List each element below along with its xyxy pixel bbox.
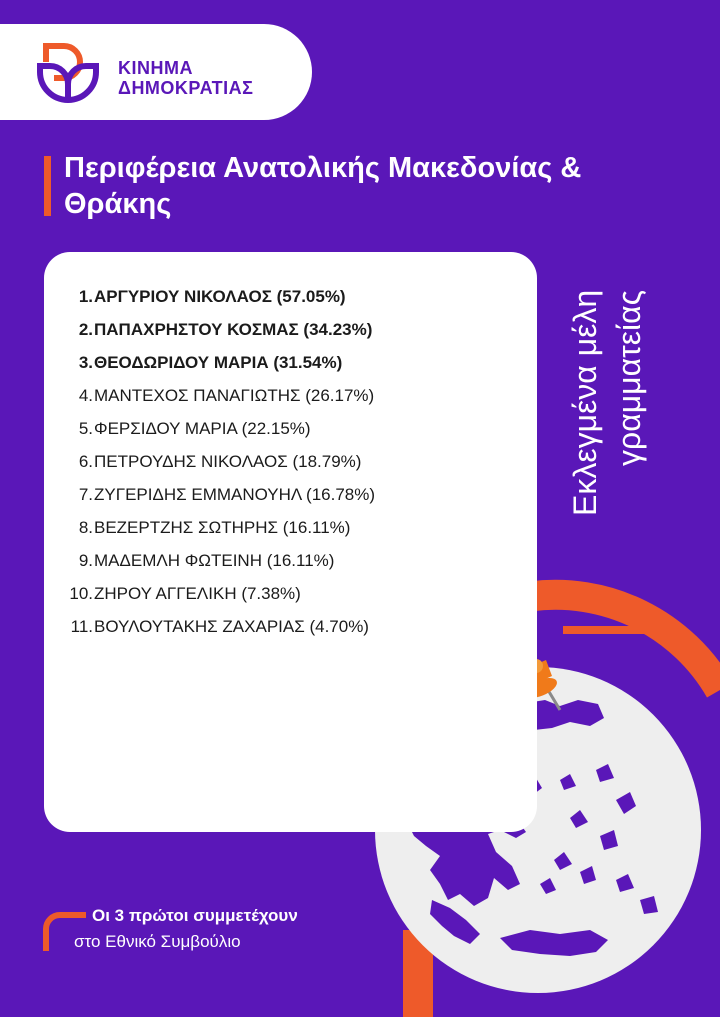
kinima-logo-icon <box>36 38 102 108</box>
list-item-text: ΜΑΔΕΜΛΗ ΦΩΤΕΙΝΗ (16.11%) <box>94 551 335 570</box>
list-item-text: ΖΥΓΕΡΙΔΗΣ ΕΜΜΑΝΟΥΗΛ (16.78%) <box>94 485 376 504</box>
list-item <box>44 280 537 313</box>
list-item-number: 11. <box>70 617 93 636</box>
logo-text-line1: ΚΙΝΗΜΑ <box>118 58 193 78</box>
title-accent-bar <box>44 156 51 216</box>
members-list <box>44 280 537 643</box>
list-item-text: ΖΗΡΟΥ ΑΓΓΕΛΙΚΗ (7.38%) <box>94 584 301 603</box>
list-item-text: ΒΟΥΛΟΥΤΑΚΗΣ ΖΑΧΑΡΙΑΣ (4.70%) <box>94 617 369 636</box>
list-item-text: ΒΕΖΕΡΤΖΗΣ ΣΩΤΗΡΗΣ (16.11%) <box>94 518 351 537</box>
list-item <box>44 346 537 379</box>
side-heading-line2: γραμματείας <box>611 290 647 467</box>
list-item-text: ΠΕΤΡΟΥΔΗΣ ΝΙΚΟΛΑΟΣ (18.79%) <box>94 452 362 471</box>
list-item-number: 4. <box>78 386 93 405</box>
side-accent-bar <box>563 626 653 634</box>
footer-note-line2: στο Εθνικό Συμβούλιο <box>74 932 241 951</box>
list-item <box>44 577 537 610</box>
list-item-number: 2. <box>78 320 93 339</box>
side-heading <box>563 290 653 620</box>
list-item-text: ΘΕΟΔΩΡΙΔΟΥ ΜΑΡΙΑ (31.54%) <box>94 353 343 372</box>
list-item-number: 3. <box>78 353 93 372</box>
list-item-number: 10. <box>69 584 93 603</box>
list-item <box>44 544 537 577</box>
list-item <box>44 511 537 544</box>
list-item-number: 9. <box>78 551 93 570</box>
list-item <box>44 313 537 346</box>
list-item-number: 6. <box>78 452 93 471</box>
list-item <box>44 412 537 445</box>
list-item-text: ΜΑΝΤΕΧΟΣ ΠΑΝΑΓΙΩΤΗΣ (26.17%) <box>94 386 375 405</box>
list-item <box>44 445 537 478</box>
list-item-number: 8. <box>78 518 93 537</box>
list-item <box>44 478 537 511</box>
page-title: Περιφέρεια Ανατολικής Μακεδονίας & Θράκης <box>64 152 582 220</box>
list-item-text: ΑΡΓΥΡΙΟΥ ΝΙΚΟΛΑΟΣ (57.05%) <box>94 287 346 306</box>
list-item-number: 5. <box>78 419 93 438</box>
list-item-text: ΦΕΡΣΙΔΟΥ ΜΑΡΙΑ (22.15%) <box>94 419 311 438</box>
list-item <box>44 610 537 643</box>
list-item-number: 7. <box>78 485 93 504</box>
list-item-text: ΠΑΠΑΧΡΗΣΤΟΥ ΚΟΣΜΑΣ (34.23%) <box>94 320 373 339</box>
logo-text-line2: ΔΗΜΟΚΡΑΤΙΑΣ <box>118 78 254 98</box>
list-item <box>44 379 537 412</box>
list-item-number: 1. <box>78 287 93 306</box>
side-heading-line1: Εκλεγμένα μέλη <box>567 290 603 517</box>
footer-note-line1: Οι 3 πρώτοι συμμετέχουν <box>92 906 298 925</box>
members-card <box>44 252 537 832</box>
